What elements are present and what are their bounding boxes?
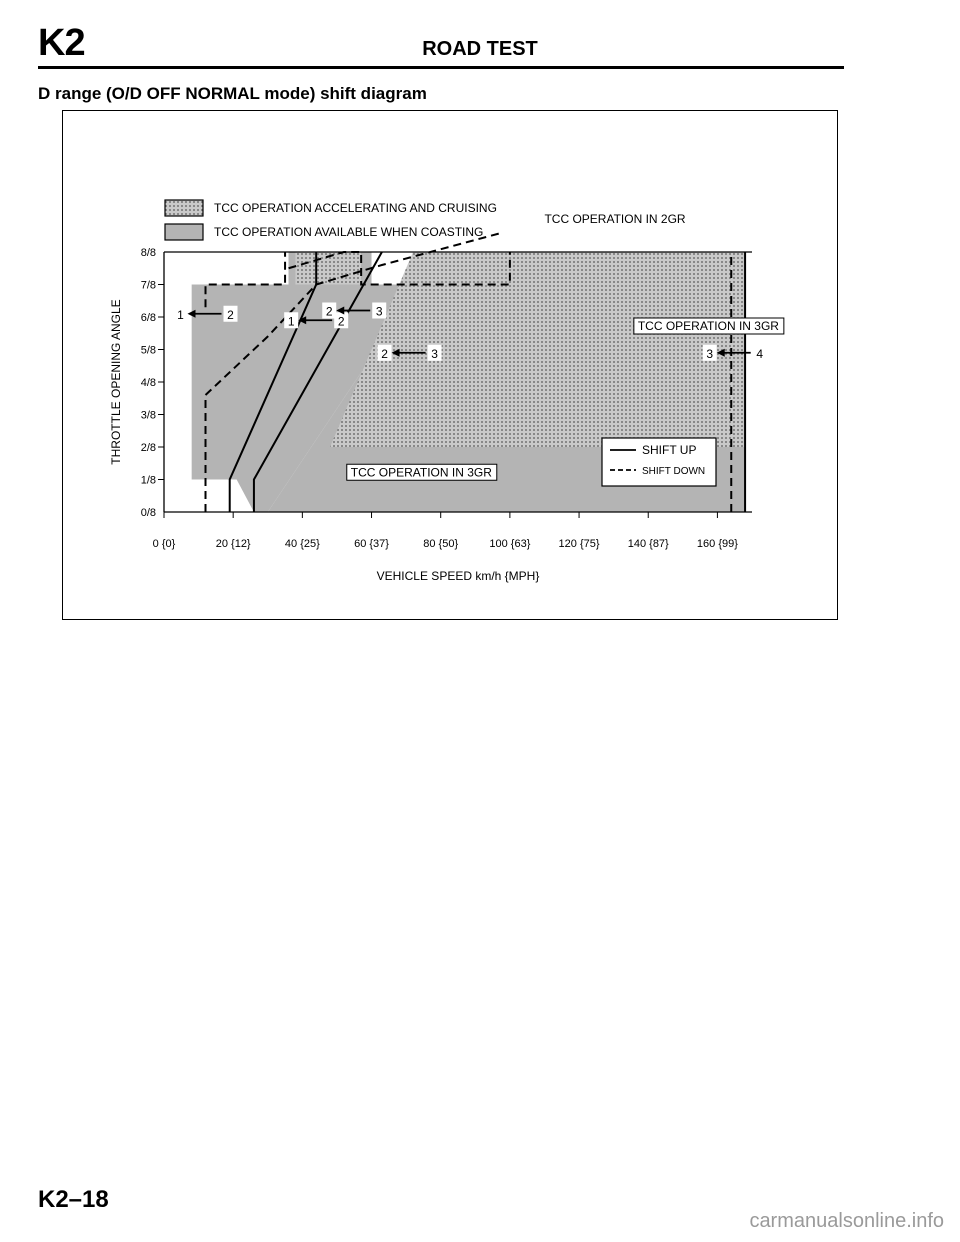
shift-marker-from: 2: [381, 346, 388, 361]
page-number: K2–18: [38, 1186, 109, 1213]
region-annotation: TCC OPERATION IN 3GR: [350, 465, 492, 480]
y-tick-label: 6/8: [140, 312, 156, 324]
shift-marker-from: 1: [287, 314, 295, 329]
x-tick-label: 40 {25}: [284, 538, 320, 550]
tcc-legend-label: TCC OPERATION AVAILABLE WHEN COASTING: [214, 225, 484, 239]
x-tick-label: 60 {37}: [354, 538, 389, 550]
site-watermark: carmanualsonline.info: [749, 1210, 944, 1232]
shift-marker-from: 2: [325, 304, 333, 319]
x-tick-label: 100 {63}: [489, 538, 531, 550]
tcc-legend-swatch: [165, 200, 203, 216]
tcc-legend-label: TCC OPERATION ACCELERATING AND CRUISING: [214, 201, 497, 215]
tcc-legend-swatch: [165, 224, 203, 240]
x-tick-label: 120 {75}: [558, 538, 600, 550]
diagram-subheading: D range (O/D OFF NORMAL mode) shift diagram: [38, 84, 427, 103]
y-tick-label: 5/8: [140, 344, 156, 357]
shift-legend-label: SHIFT DOWN: [642, 466, 706, 477]
x-axis-label: VEHICLE SPEED km/h {MPH}: [376, 569, 540, 583]
y-tick-label: 1/8: [140, 474, 156, 487]
y-tick-label: 8/8: [140, 247, 156, 259]
y-tick-label: 7/8: [140, 279, 156, 292]
shift-marker-to: 3: [375, 304, 383, 319]
x-tick-label: 80 {50}: [423, 538, 459, 550]
shift-marker-to: 2: [227, 307, 234, 322]
shift-marker-arrowhead: [188, 310, 196, 318]
region-annotation: TCC OPERATION IN 3GR: [637, 319, 779, 333]
tcc-region: [330, 252, 745, 447]
shift-legend-label: SHIFT UP: [642, 443, 697, 457]
y-tick-label: 0/8: [140, 507, 156, 519]
y-tick-label: 2/8: [140, 442, 156, 454]
section-code: K2: [38, 22, 85, 64]
region-annotation: TCC OPERATION IN 2GR: [544, 211, 686, 226]
shift-marker-to: 2: [337, 314, 345, 329]
x-tick-label: 140 {87}: [627, 538, 669, 550]
shift-marker-from: 3: [706, 346, 714, 361]
y-tick-label: 3/8: [140, 409, 156, 422]
x-tick-label: 0 {0}: [152, 538, 176, 550]
y-tick-label: 4/8: [140, 377, 156, 389]
page-title: ROAD TEST: [422, 38, 538, 60]
y-axis-label: THROTTLE OPENING ANGLE: [109, 299, 123, 465]
shift-marker-to: 4: [756, 346, 764, 361]
shift-marker-to: 3: [431, 346, 438, 361]
x-tick-label: 160 {99}: [696, 538, 738, 550]
shift-marker-from: 1: [177, 307, 184, 322]
x-tick-label: 20 {12}: [215, 538, 251, 550]
